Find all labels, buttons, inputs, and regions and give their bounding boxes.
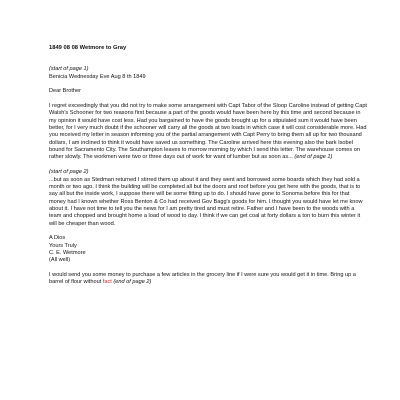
postscript-text: I would send you some money to purchase a few articles in the grocery line if I were sure you would get it in time. Bring up a barrel of flour without [49, 271, 356, 286]
paragraph-2: ...but as soon as Stedman returned I stirred them up about it and they went and borrowed some boards which they had sold a month or two ago. I think the building will be completed all but the doors and roof before you get here with the goods, that is to say all but the inside work, I suppose there will be some fitting up to do. I should have gone to Sonoma before this for that money had I known whether Ross Benton & Co had received Gov Bagg's goods for him. I thought you would have let me know about it. I have not time to tell you the news for I am pretty tired and must retire. Father and I have been to the woods with a team and chopped and brought home a load of wood to day. I think if we can get coal at forty dollars a ton to burn this winter it will be cheaper than wood. [49, 176, 363, 227]
closing-line-1: A Dios [49, 235, 66, 242]
signature-name: C. E. Wetmore [49, 249, 86, 256]
paragraph-1-text: I regret exceedingly that you did not try to make some arrangement with Capt Tabor of the Sloop Caroline instead of getting Capt Walsh's Schooner for two reasons first because a part of the goods would have been here by this time and second because in my opinion it would have cost less. Had you bargained to have the goods brought up for a stipulated sum it would have been better, for I very much doubt if the schooner will carry all the goods at two loads in which case it will cost considerable more. Had you received my letter in season informing you of the partial arrangement with Capt Perry to bring them all up for two thousand dollars, I am inclined to think it would have saved us something. The Caroline arrived here this evening also the bark Isobel bound for Sacramento City. The Southampton leaves to morrow morning by which I send this letter. The warehouse comes on rather slowly. The workmen were two or three days out of work for want of lumber but as soon as... [49, 103, 367, 161]
salutation: Dear Brother [49, 88, 82, 95]
page-marker-start-2: (start of page 2) [49, 169, 89, 176]
page-marker-start-1: (start of page 1) [49, 66, 89, 73]
dateline: Benicia Wednesday Eve Aug 8 th 1849 [49, 73, 146, 80]
page-marker-end-1: (end of page 1) [294, 154, 333, 161]
document-title: 1849 08 08 Wetmore to Gray [49, 45, 127, 51]
closing-line-2: Yours Truly [49, 242, 77, 249]
postscript-highlight: fact [102, 279, 112, 286]
postscript [49, 272, 367, 287]
paragraph-1 [49, 103, 367, 162]
letter-page [49, 45, 367, 287]
page-marker-end-2: (end of page 2) [113, 279, 152, 286]
closing-note: (All well) [49, 257, 71, 264]
